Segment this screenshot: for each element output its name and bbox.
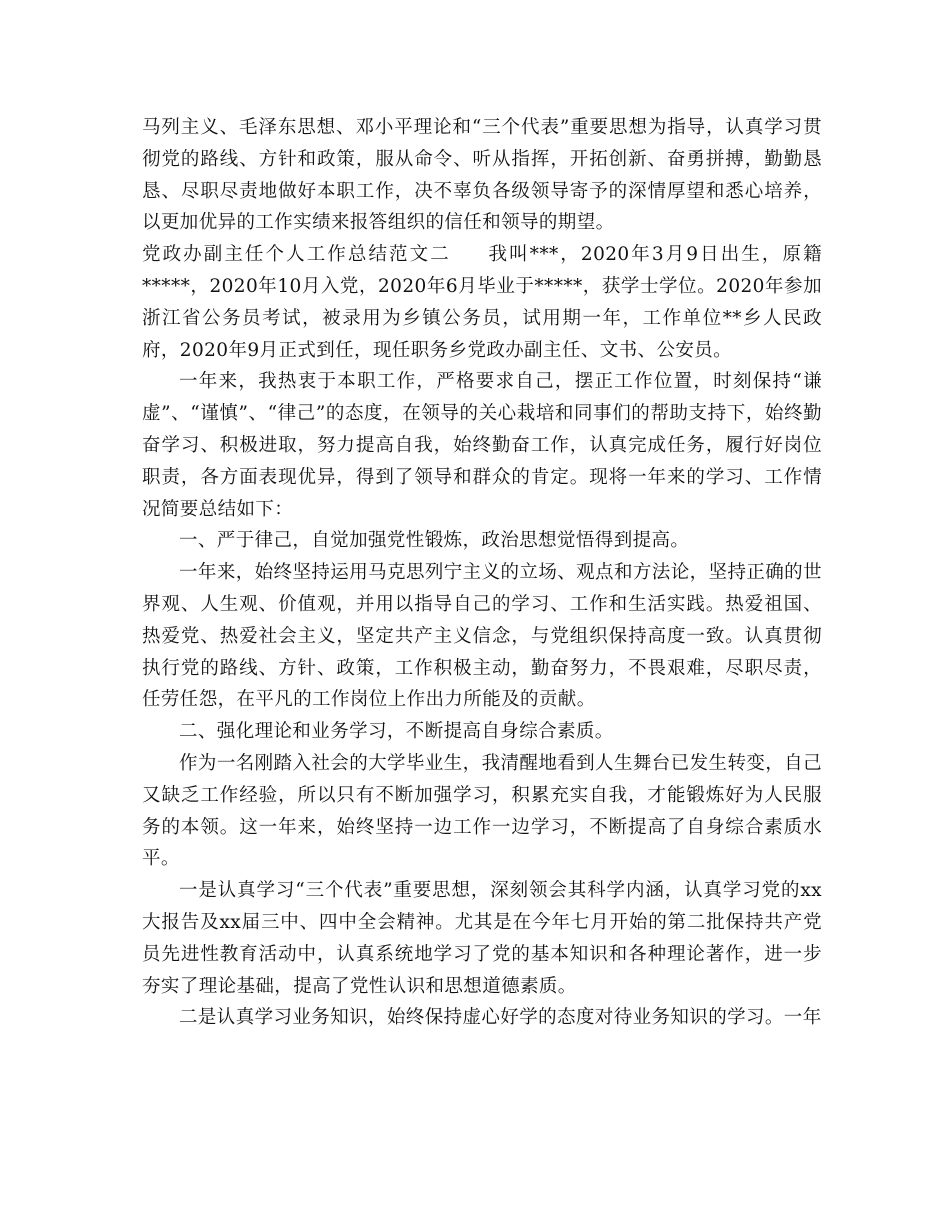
title-and-intro-paragraph [142, 239, 822, 366]
document-body [142, 112, 822, 1034]
paragraph-political: 一年来，始终坚持运用马克思列宁主义的立场、观点和方法论，坚持正确的世界观、人生观、价值观，并用以指导自己的学习、工作和生活实践。热爱祖国、热爱党、热爱社会主义，坚定共产主义信念，与党组织保持高度一致。认真贯彻执行党的路线、方针、政策，工作积极主动，勤奋努力，不畏艰难，尽职尽责，任劳任怨，在平凡的工作岗位上作出力所能及的贡献。 [142, 562, 822, 711]
paragraph-business-study: 二是认真学习业务知识，始终保持虚心好学的态度对待业务知识的学习。一年 [179, 1007, 822, 1029]
paragraph-summary-intro: 一年来，我热衷于本职工作，严格要求自己，摆正工作位置，时刻保持“谦虚”、“谨慎”、“律己”的态度，在领导的关心栽培和同事们的帮助支持下，始终勤奋学习、积极进取，努力提高自我，始终勤奋工作，认真完成任务，履行好岗位职责，各方面表现优异，得到了领导和群众的肯定。现将一年来的学习、工作情况简要总结如下： [142, 371, 822, 520]
paragraph-learning: 作为一名刚踏入社会的大学毕业生，我清醒地看到人生舞台已发生转变，自己又缺乏工作经验，所以只有不断加强学习，积累充实自我，才能锻炼好为人民服务的本领。这一年来，始终坚持一边工作一边学习，不断提高了自身综合素质水平。 [142, 752, 822, 870]
intro-text: 我叫***，2020年3月9日出生，原籍*****，2020年10月入党，2020年6月毕业于*****，获学士学位。2020年参加浙江省公务员考试，被录用为乡镇公务员，试用期一年，工作单位**乡人民政府，2020年9月正式到任，现任职务乡党政办副主任、文书、公安员。 [142, 244, 822, 361]
paragraph-continued: 马列主义、毛泽东思想、邓小平理论和“三个代表”重要思想为指导，认真学习贯彻党的路线、方针和政策，服从命令、听从指挥，开拓创新、奋勇拼搏，勤勤恳恳、尽职尽责地做好本职工作，决不辜负各级领导寄予的深情厚望和悉心培养，以更加优异的工作实绩来报答组织的信任和领导的期望。 [142, 117, 822, 234]
section-heading-2: 二、强化理论和业务学习，不断提高自身综合素质。 [179, 721, 614, 743]
paragraph-theory-study: 一是认真学习“三个代表”重要思想，深刻领会其科学内涵，认真学习党的xx大报告及xx届三中、四中全会精神。尤其是在今年七月开始的第二批保持共产党员先进性教育活动中，认真系统地学习了党的基本知识和各种理论著作，进一步夯实了理论基础，提高了党性认识和思想道德素质。 [142, 880, 822, 997]
document-title: 党政办副主任个人工作总结范文二 [142, 244, 451, 266]
section-heading-1: 一、严于律己，自觉加强党性锻炼，政治思想觉悟得到提高。 [179, 530, 690, 552]
